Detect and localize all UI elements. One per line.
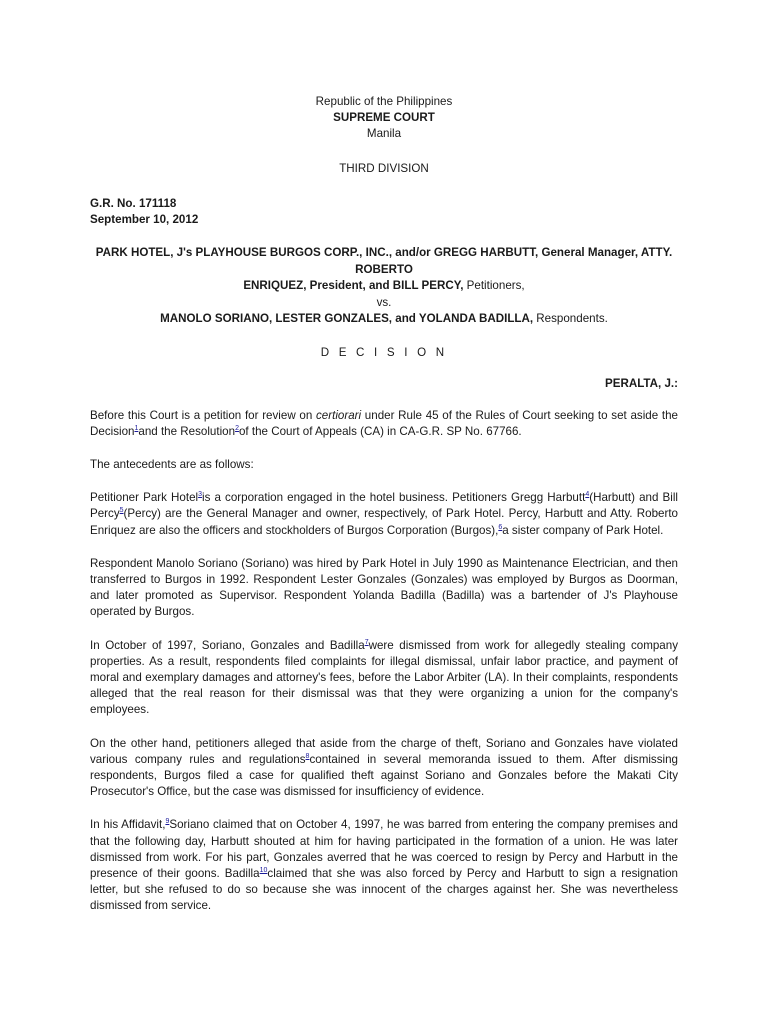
p1-text-a: Before this Court is a petition for review on (90, 408, 316, 422)
case-date: September 10, 2012 (90, 213, 199, 226)
petitioners-line-2 (90, 278, 678, 295)
p3-text-b: is a corporation engaged in the hotel business. Petitioners Gregg Harbutt (202, 491, 586, 505)
country-line: Republic of the Philippines (315, 95, 453, 108)
court-header (90, 94, 678, 177)
paragraph-1 (90, 408, 678, 440)
petitioners-names-2: ENRIQUEZ, President, and BILL PERCY, (243, 279, 464, 292)
p7-text-a: In his Affidavit, (90, 818, 166, 832)
footnote-link-6[interactable]: 6 (498, 523, 503, 531)
footnote-link-3[interactable]: 3 (198, 491, 203, 499)
city-line: Manila (366, 127, 402, 140)
footnote-link-1[interactable]: 1 (134, 424, 139, 432)
p1-text-d: of the Court of Appeals (CA) in CA-G.R. SP No. 67766. (238, 424, 522, 438)
division-line: THIRD DIVISION (339, 162, 429, 175)
decision-title: D E C I S I O N (320, 345, 448, 359)
footnote-link-2[interactable]: 2 (235, 424, 239, 432)
petitioners-names-1: PARK HOTEL, J's PLAYHOUSE BURGOS CORP., INC., and/or GREGG HARBUTT, General Manager, ATTY. ROBERTO (95, 246, 673, 276)
paragraph-6 (90, 736, 678, 801)
paragraph-3 (90, 490, 678, 539)
p7-text-b: Soriano claimed that on October 4, 1997, he was barred from entering the company premises and that the following day, Harbutt shouted at him for having participated in the formation of a union. He was later dismissed from work. For his part, Gonzales averred that he was coerced to resign by Percy and Harbutt in the presence of their goons. Badilla (90, 818, 679, 880)
p3-text-d: (Percy) are the General Manager and owner, respectively, of Park Hotel. Percy, Harbutt and Atty. Roberto Enriquez are also the officers and stockholders of Burgos Corporation (Burgos), (90, 507, 678, 537)
footnote-link-4[interactable]: 4 (585, 491, 590, 499)
footnote-link-5[interactable]: 5 (119, 507, 124, 515)
versus-line: vs. (376, 295, 392, 309)
footnote-link-7[interactable]: 7 (364, 638, 369, 646)
respondents-line (90, 311, 678, 328)
paragraph-2: The antecedents are as follows: (90, 457, 254, 471)
p1-text-c: and the Resolution (138, 424, 236, 438)
p6-text-a: On the other hand, petitioners alleged that aside from the charge of theft, Soriano and Gonzales have violated various company rules and regulations (90, 736, 678, 766)
footnote-link-10[interactable]: 10 (259, 866, 268, 874)
p1-text-b: under Rule 45 of the Rules of Court seeking to set aside the Decision (90, 408, 678, 438)
parties-block (90, 245, 678, 328)
respondents-names: MANOLO SORIANO, LESTER GONZALES, and YOLANDA BADILLA, (160, 312, 534, 325)
p3-text-c: (Harbutt) and Bill Percy (90, 491, 678, 521)
p1-italic: certiorari (316, 408, 362, 422)
petitioners-line-1 (90, 245, 678, 278)
respondents-label: Respondents. (533, 312, 608, 325)
case-number: G.R. No. 171118 (90, 197, 177, 210)
paragraph-5 (90, 638, 678, 719)
ponente: PERALTA, J.: (605, 376, 678, 390)
p3-text-a: Petitioner Park Hotel (90, 491, 199, 505)
p6-text-b: contained in several memoranda issued to them. After dismissing respondents, Burgos filed a case for qualified theft against Soriano and Gonzales before the Makati City Prosecutor's Office, but the case was dismissed for insufficiency of evidence. (90, 752, 678, 799)
decision-document (90, 94, 678, 915)
petitioners-label: Petitioners, (463, 279, 525, 292)
court-name: SUPREME COURT (333, 111, 435, 124)
case-info (90, 196, 678, 228)
footnote-link-9[interactable]: 9 (165, 818, 170, 826)
p5-text-b: were dismissed from work for allegedly stealing company properties. As a result, respondents filed complaints for illegal dismissal, unfair labor practice, and payment of moral and exemplary damages and attorney's fees, before the Labor Arbiter (LA). In their complaints, respondents alleged that the real reason for their dismissal was that they were organizing a union for the company's employees. (90, 638, 679, 717)
p7-text-c: claimed that she was also forced by Percy and Harbutt to sign a resignation letter, but she refused to do so because she was innocent of the charges against her. She was nevertheless dismissed from service. (90, 866, 678, 913)
paragraph-7 (90, 817, 678, 914)
footnote-link-8[interactable]: 8 (305, 752, 310, 760)
p3-text-e: a sister company of Park Hotel. (502, 523, 664, 537)
paragraph-4: Respondent Manolo Soriano (Soriano) was hired by Park Hotel in July 1990 as Maintenance Electrician, and then transferred to Burgos in 1992. Respondent Lester Gonzales (Gonzales) was employed by Burgos as Doorman, and later promoted as Supervisor. Respondent Yolanda Badilla (Badilla) was a bartender of J's Playhouse operated by Burgos. (90, 556, 678, 619)
p5-text-a: In October of 1997, Soriano, Gonzales and Badilla (90, 638, 365, 652)
